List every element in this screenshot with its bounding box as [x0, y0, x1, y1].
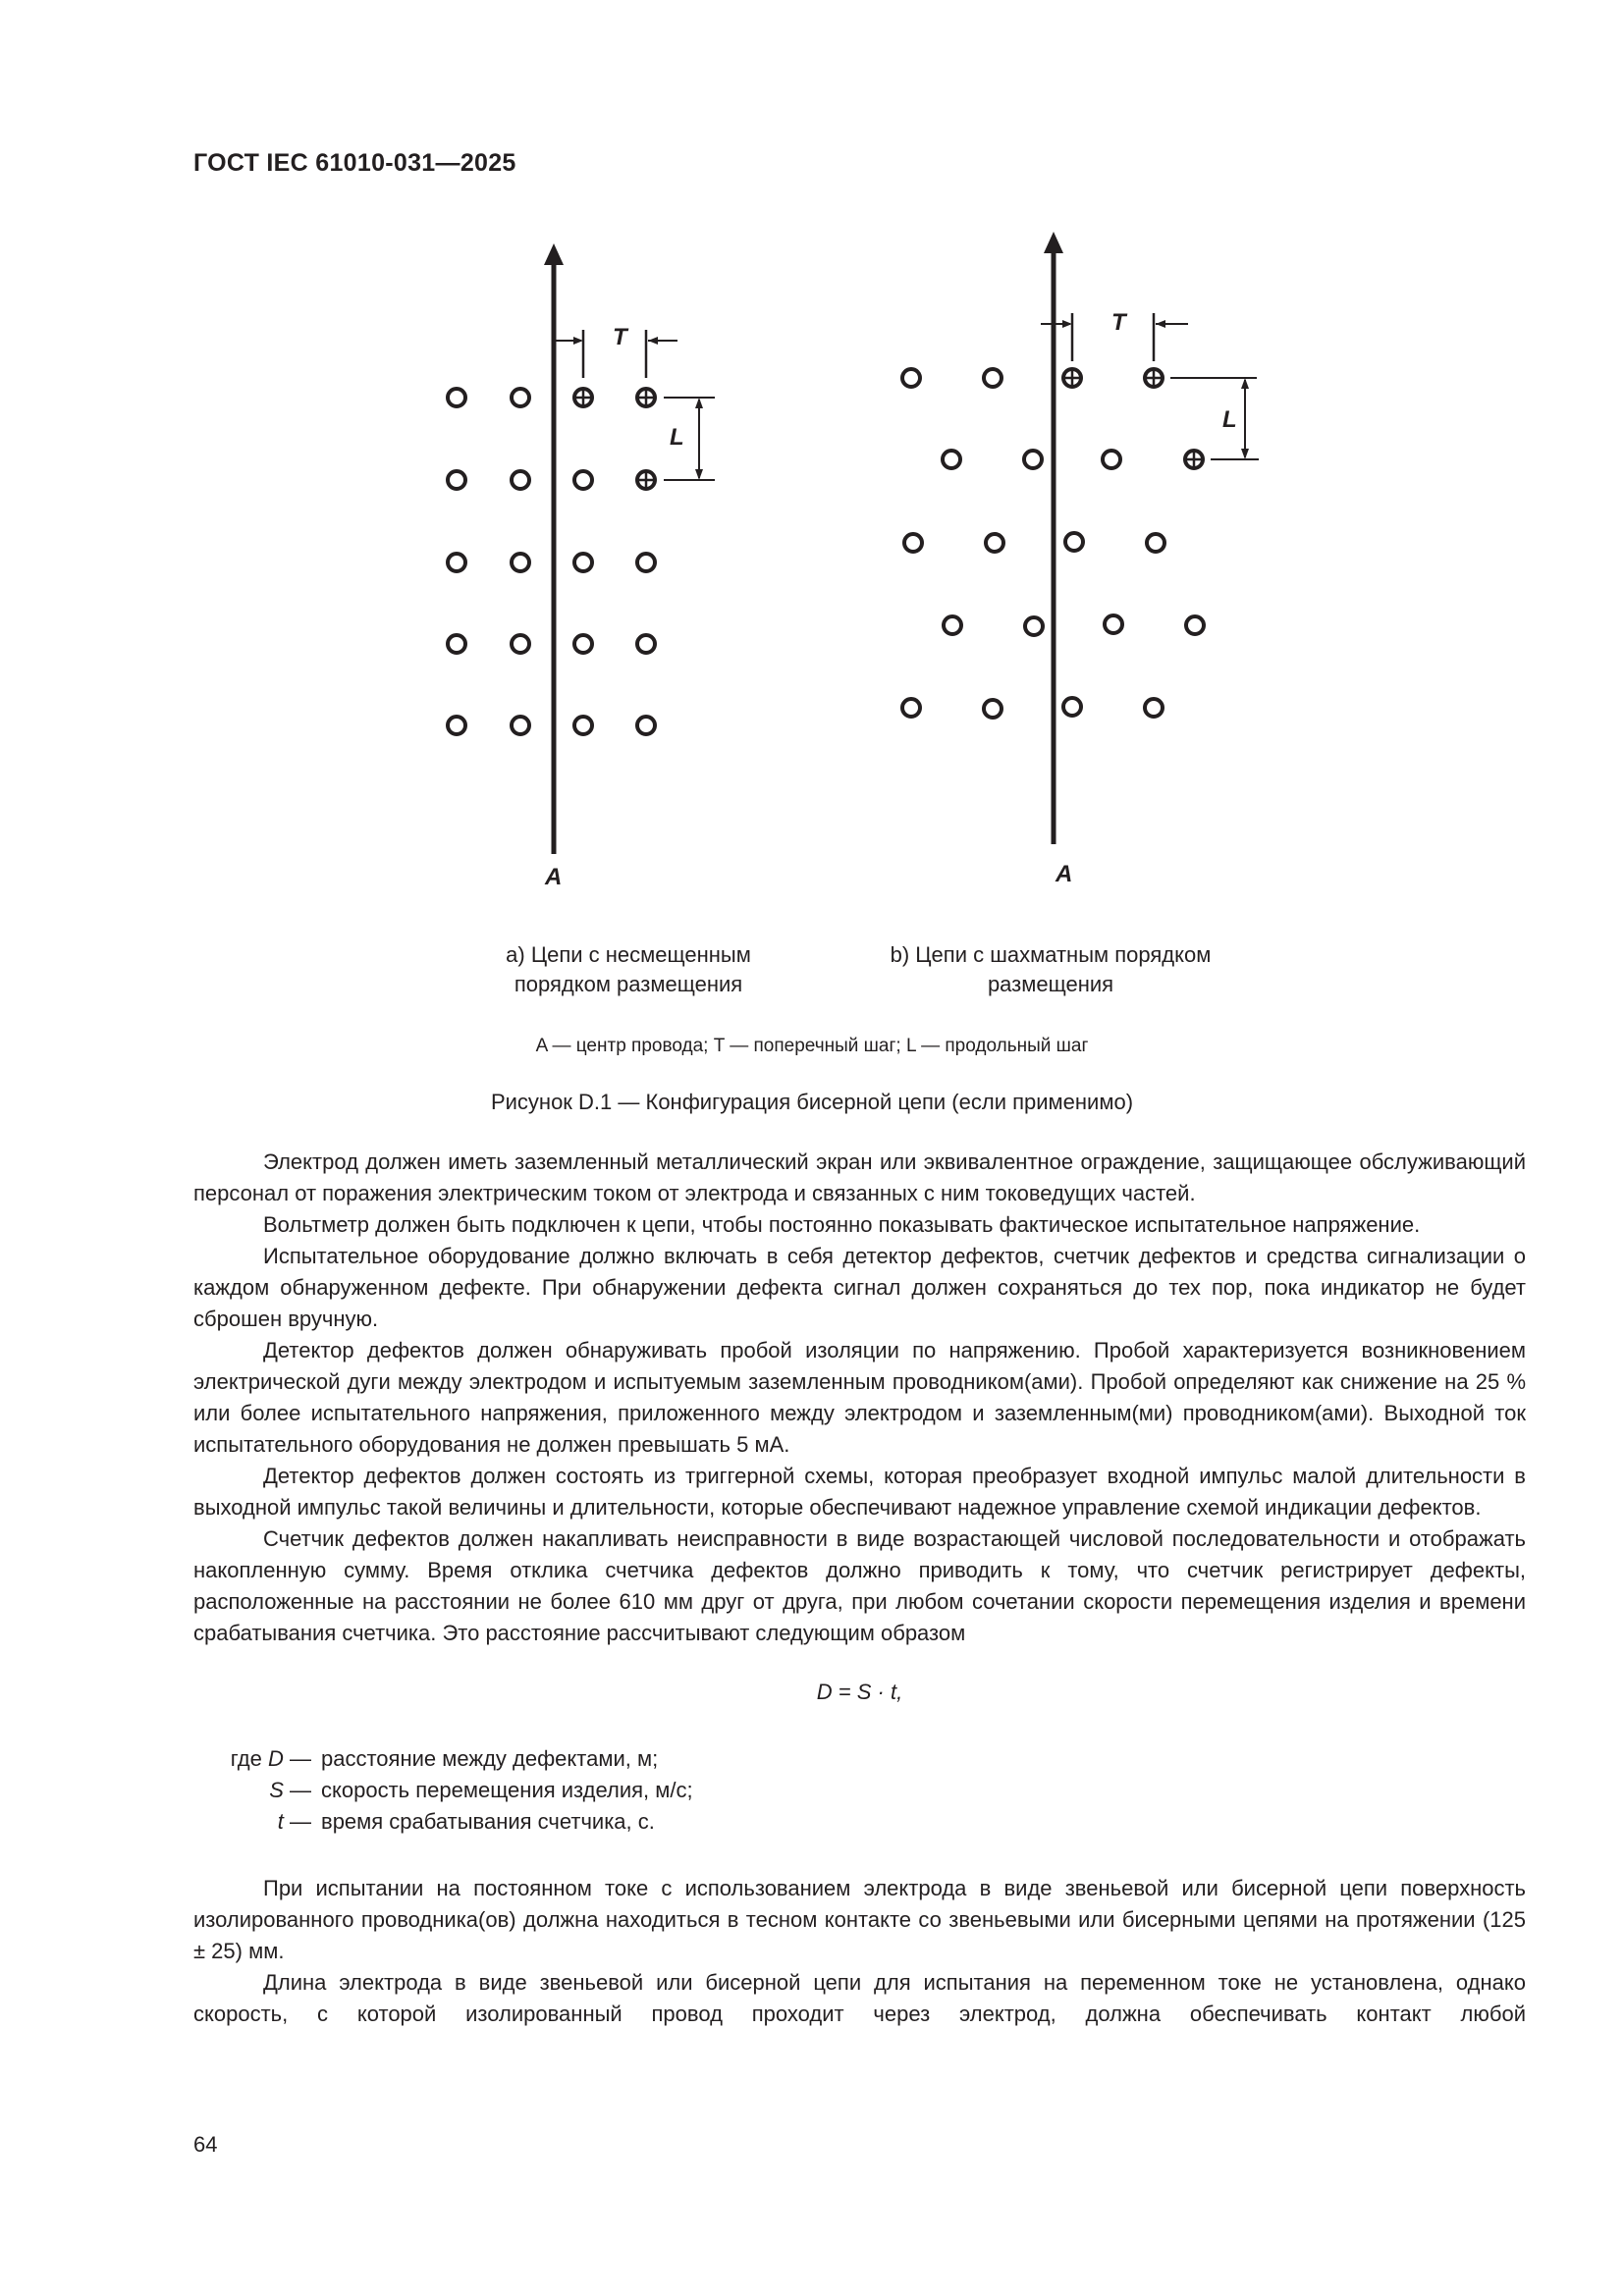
definition-row: где D — расстояние между дефектами, м;	[193, 1743, 1526, 1775]
symbol: D	[267, 1746, 284, 1771]
subfigure-b-staggered-chain	[902, 232, 1259, 844]
subfig-a-l-label: L	[670, 424, 684, 451]
subfig-a-caption	[432, 940, 825, 999]
definition-text: время срабатывания счетчика, с.	[321, 1809, 655, 1834]
definition-text: расстояние между дефектами, м;	[321, 1746, 659, 1771]
definition-row: t — время срабатывания счетчика, с.	[193, 1806, 1526, 1838]
page-number: 64	[193, 2132, 218, 2157]
paragraph: Электрод должен иметь заземленный металлический экран или эквивалентное ограждение, защищающее обслуживающий персонал от поражения электрическим током от электрода и связанных с ним токоведущих частей.	[193, 1149, 1526, 1205]
subfig-b-axis-label: A	[1056, 861, 1073, 887]
symbol: t	[277, 1809, 284, 1834]
paragraph: Детектор дефектов должен обнаруживать пробой изоляции по напряжению. Пробой характеризуется возникновением электрической дуги между электродом и испытуемым заземленным проводником(ами). Пробой определяют как снижение на 25 % или более испытательного напряжения, приложенного между электродом и заземленным(ми) проводником(ами). Выходной ток испытательного оборудования не должен превышать 5 мА.	[193, 1338, 1526, 1457]
paragraph: Вольтметр должен быть подключен к цепи, чтобы постоянно показывать фактическое испытательное напряжение.	[263, 1212, 1421, 1237]
subfig-a-axis-label: A	[545, 864, 563, 890]
paragraph: Счетчик дефектов должен накапливать неисправности в виде возрастающей числовой последовательности и отображать накопленную сумму. Время отклика счетчика дефектов должно приводить к тому, что счетчик регистрирует дефекты, расположенные на расстоянии не более 610 мм друг от друга, при любом сочетании скорости перемещения изделия и времени срабатывания счетчика. Это расстояние рассчитывают следующим образом	[193, 1526, 1526, 1645]
paragraph: Испытательное оборудование должно включать в себя детектор дефектов, счетчик дефектов и средства сигнализации о каждом обнаруженном дефекте. При обнаружении дефекта сигнал должен сохраняться до тех пор, пока индикатор не будет сброшен вручную.	[193, 1244, 1526, 1331]
figure-d1-diagram	[0, 0, 1624, 923]
subfig-a-t-label: T	[613, 324, 627, 350]
subfig-b-t-label: T	[1111, 309, 1126, 336]
subfigure-a-inline-chain	[448, 243, 715, 854]
formula-definitions	[193, 1743, 1526, 1838]
symbol: S	[269, 1778, 284, 1802]
figure-legend: A — центр провода; T — поперечный шаг; L — продольный шаг	[535, 1036, 1089, 1056]
subfig-a-caption-line2: порядком размещения	[514, 972, 743, 996]
figure-title: Рисунок D.1 — Конфигурация бисерной цепи (если применимо)	[490, 1090, 1134, 1114]
subfig-b-caption	[844, 940, 1257, 999]
paragraph: При испытании на постоянном токе с использованием электрода в виде звеньевой или бисерной цепи поверхность изолированного проводника(ов) должна находиться в тесном контакте со звеньевыми или бисерными цепями на протяжении (125 ± 25) мм.	[193, 1876, 1526, 1963]
body-text	[193, 1147, 1526, 2030]
definition-row: S — скорость перемещения изделия, м/с;	[193, 1775, 1526, 1806]
paragraph: Детектор дефектов должен состоять из триггерной схемы, которая преобразует входной импульс малой длительности в выходной импульс такой величины и длительности, которые обеспечивают надежное управление схемой индикации дефектов.	[193, 1464, 1526, 1520]
paragraph: Длина электрода в виде звеньевой или бисерной цепи для испытания на переменном токе не установлена, однако скорость, с которой изолированный провод проходит через электрод, должна обеспечивать контакт любой	[193, 1970, 1526, 2026]
formula: D = S · t,	[816, 1680, 903, 1704]
document-header: ГОСТ IEC 61010-031—2025	[193, 149, 516, 177]
subfig-b-l-label: L	[1222, 406, 1237, 433]
subfig-a-caption-line1: a) Цепи с несмещенным	[506, 942, 751, 967]
definition-text: скорость перемещения изделия, м/с;	[321, 1778, 693, 1802]
where-prefix: где	[230, 1746, 262, 1771]
subfig-b-caption-line1: b) Цепи с шахматным порядком	[890, 942, 1212, 967]
subfig-b-caption-line2: размещения	[987, 972, 1114, 996]
